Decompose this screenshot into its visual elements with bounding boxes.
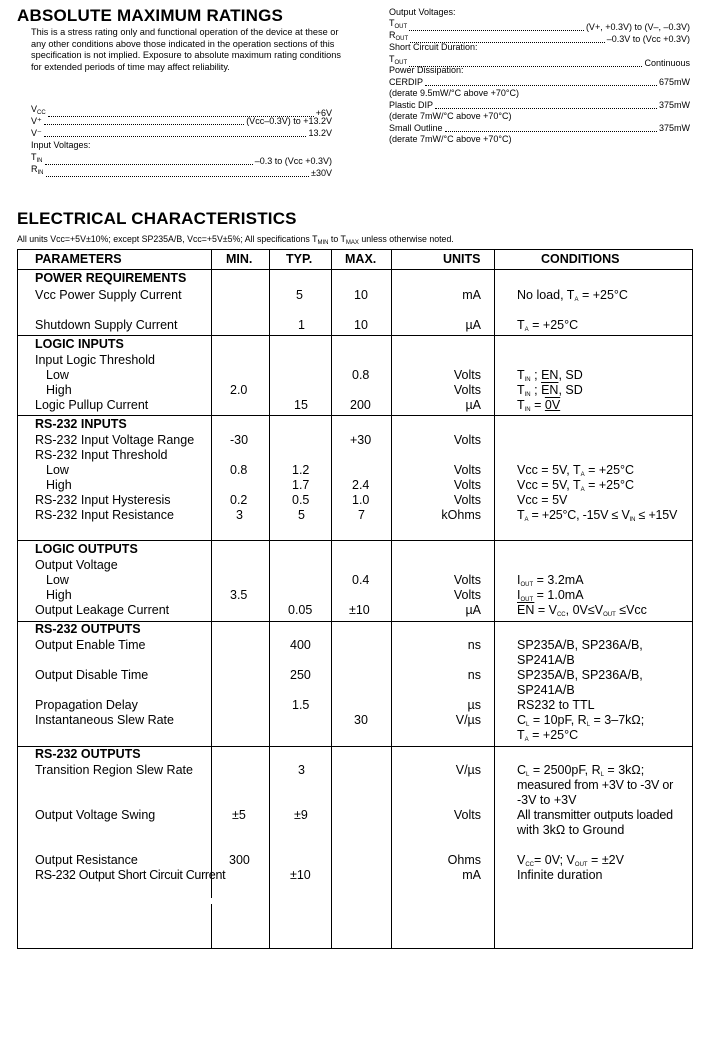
value-units: Volts <box>453 463 481 477</box>
rating-pdip: Plastic DIP 375mW <box>389 100 690 110</box>
param-label: Low <box>46 463 69 477</box>
power-dissipation-label: Power Dissipation: <box>389 65 464 75</box>
value-cond: SP241A/B <box>517 683 575 697</box>
value-cond: $T_{IN} = 0V$ <box>517 398 561 413</box>
value-cond: Vcc = 5V, $T_A = +25^\circ C$ <box>517 463 635 478</box>
input-voltages-label: Input Voltages: <box>31 140 91 150</box>
param-label: High <box>46 478 72 492</box>
value-units: Volts <box>453 588 481 602</box>
value-cond: measured from +3V to -3V or <box>517 778 674 792</box>
short-circuit-label: Short Circuit Duration: <box>389 42 478 52</box>
param-label: Output Voltage Swing <box>35 808 156 822</box>
value-cond: $C_L = 2500pF$, $R_L = 3k\Omega$; <box>517 763 645 778</box>
param-label: Low <box>46 368 69 382</box>
value-cond: -3V to +3V <box>517 793 577 807</box>
value-units: Volts <box>453 433 481 447</box>
value-cond: $T_A = +25^\circ C$ <box>517 318 579 333</box>
elec-conditions: All units Vcc=+5V±10%; except SP235A/B, Vcc=+5V±5%; All specifications $T_{MIN}$ to $T_{MAX}$ unless otherwise noted. <box>17 234 454 246</box>
row-divider <box>18 415 692 416</box>
so-derate: (derate 7mW/°C above +70°C) <box>389 134 512 144</box>
col-divider <box>391 250 392 948</box>
value-max: 10 <box>354 318 368 332</box>
section-power: POWER REQUIREMENTS <box>35 271 187 285</box>
value-cond: SP241A/B <box>517 653 575 667</box>
value-cond: RS232 to TTL <box>517 698 595 712</box>
section-logic-outputs: LOGIC OUTPUTS <box>35 542 138 556</box>
output-voltages-label: Output Voltages: <box>389 7 456 17</box>
param-label: Shutdown Supply Current <box>35 318 178 332</box>
rating-vplus: V⁺ (Vcc–0.3V) to +13.2V <box>31 116 332 126</box>
value-units: µA <box>465 398 481 412</box>
row-divider <box>18 335 692 336</box>
value-typ: 1.5 <box>292 698 310 712</box>
value-min: 0.2 <box>230 493 248 507</box>
value-cond: $I_{OUT} = 1.0mA$ <box>517 588 584 603</box>
param-label: High <box>46 383 72 397</box>
rating-rout: $R_{OUT}$ –0.3V to (Vcc +0.3V) <box>389 30 690 44</box>
electrical-table <box>17 249 693 949</box>
param-label: RS-232 Output Short Circuit Current <box>35 868 226 882</box>
pdip-derate: (derate 7mW/°C above +70°C) <box>389 111 512 121</box>
value-max: 10 <box>354 288 368 302</box>
param-label: Output Disable Time <box>35 668 149 682</box>
row-divider <box>18 540 692 541</box>
value-units: Volts <box>453 383 481 397</box>
value-units: Volts <box>453 808 481 822</box>
value-max: ±10 <box>349 603 370 617</box>
value-max: 200 <box>350 398 371 412</box>
param-label: RS-232 Input Voltage Range <box>35 433 195 447</box>
value-cond: $C_L = 10pF$, $R_L = 3-7k\Omega$; <box>517 713 645 728</box>
value-cond: $I_{OUT} = 3.2mA$ <box>517 573 584 588</box>
value-cond: $T_{IN}$ ; $\overline{EN}$, SD <box>517 383 583 398</box>
param-label: Transition Region Slew Rate <box>35 763 193 777</box>
value-units: Volts <box>453 478 481 492</box>
value-units: ns <box>467 638 481 652</box>
abs-max-title: ABSOLUTE MAXIMUM RATINGS <box>17 6 284 25</box>
value-units: kOhms <box>441 508 481 522</box>
value-typ: 5 <box>298 508 305 522</box>
section-rs232-inputs: RS-232 INPUTS <box>35 417 127 431</box>
col-divider <box>331 250 332 948</box>
param-label: Propagation Delay <box>35 698 138 712</box>
elec-title: ELECTRICAL CHARACTERISTICS <box>17 209 297 228</box>
param-label: RS-232 Input Threshold <box>35 448 168 462</box>
param-label: Output Resistance <box>35 853 138 867</box>
value-typ: 1.2 <box>292 463 310 477</box>
value-min: ±5 <box>232 808 246 822</box>
value-typ: 0.05 <box>288 603 313 617</box>
value-min: 2.0 <box>230 383 248 397</box>
rating-tout: $T_{OUT}$ (V+, +0.3V) to (V–, –0.3V) <box>389 18 690 32</box>
value-typ: ±10 <box>290 868 311 882</box>
value-cond: SP235A/B, SP236A/B, <box>517 638 643 652</box>
header-parameters: PARAMETERS <box>35 252 122 266</box>
value-cond: Vcc = 5V <box>517 493 568 507</box>
value-units: Volts <box>453 493 481 507</box>
value-typ: ±9 <box>294 808 308 822</box>
col-divider <box>269 250 270 948</box>
param-label: RS-232 Input Resistance <box>35 508 174 522</box>
value-cond: No load, $T_A = +25^\circ C$ <box>517 288 628 303</box>
value-min: 0.8 <box>230 463 248 477</box>
value-max: 30 <box>354 713 368 727</box>
param-label: Output Voltage <box>35 558 118 572</box>
value-cond: Infinite duration <box>517 868 603 882</box>
value-units: ns <box>467 668 481 682</box>
value-units: V/µs <box>455 763 481 777</box>
value-units: Volts <box>453 368 481 382</box>
value-cond: $V_{CC}= 0V$; $V_{OUT} = \pm 2V$ <box>517 853 624 868</box>
rating-vminus: V⁻ 13.2V <box>31 128 332 138</box>
value-typ: 0.5 <box>292 493 310 507</box>
value-typ: 1.7 <box>292 478 310 492</box>
value-min: 3.5 <box>230 588 248 602</box>
value-max: 0.8 <box>352 368 370 382</box>
value-min: 3 <box>236 508 243 522</box>
abs-max-note: This is a stress rating only and functional operation of the device at these or any other conditions above those indicated in the operation sections of this specification is not implied. Exposure to absolute maximum rating conditions for extended periods of time may affect reliability. <box>31 27 341 72</box>
value-max: 0.4 <box>352 573 370 587</box>
section-logic-inputs: LOGIC INPUTS <box>35 337 124 351</box>
header-typ: TYP. <box>286 252 313 266</box>
param-label: Logic Pullup Current <box>35 398 149 412</box>
value-max: 2.4 <box>352 478 370 492</box>
rating-cerdip: CERDIP 675mW <box>389 77 690 87</box>
value-min: -30 <box>230 433 249 447</box>
value-units: µA <box>465 603 481 617</box>
col-divider <box>494 250 495 948</box>
param-label: Low <box>46 573 69 587</box>
value-units: V/µs <box>455 713 481 727</box>
param-label: Instantaneous Slew Rate <box>35 713 174 727</box>
param-label: Input Logic Threshold <box>35 353 155 367</box>
value-max: 1.0 <box>352 493 370 507</box>
col-divider <box>211 250 212 898</box>
value-units: Ohms <box>447 853 481 867</box>
rating-tout-duration: $T_{OUT}$ Continuous <box>389 54 690 68</box>
value-typ: 3 <box>298 763 305 777</box>
value-cond: SP235A/B, SP236A/B, <box>517 668 643 682</box>
value-typ: 250 <box>290 668 311 682</box>
value-typ: 400 <box>290 638 311 652</box>
value-units: mA <box>462 868 481 882</box>
cerdip-derate: (derate 9.5mW/°C above +70°C) <box>389 88 520 98</box>
value-min: 300 <box>229 853 250 867</box>
param-label: RS-232 Input Hysteresis <box>35 493 171 507</box>
value-max: 7 <box>358 508 365 522</box>
value-cond: $T_{IN}$ ; EN, SD <box>517 368 583 383</box>
rating-rin: $R_{IN}$ ±30V <box>31 164 332 178</box>
value-max: +30 <box>350 433 372 447</box>
row-divider <box>18 269 692 270</box>
value-typ: 1 <box>298 318 305 332</box>
rating-tin: $T_{IN}$ –0.3 to (Vcc +0.3V) <box>31 152 332 166</box>
param-label: Output Enable Time <box>35 638 146 652</box>
value-typ: 5 <box>296 288 303 302</box>
header-conditions: CONDITIONS <box>541 252 620 266</box>
col-divider <box>211 904 212 948</box>
value-cond: Vcc = 5V, $T_A = +25^\circ C$ <box>517 478 635 493</box>
section-rs232-outputs-2: RS-232 OUTPUTS <box>35 747 141 761</box>
param-label: High <box>46 588 72 602</box>
value-cond: All transmitter outputs loaded <box>517 808 673 822</box>
value-cond: $\overline{EN} = V_{CC}$, $0V\le V_{OUT} \le Vcc$ <box>517 603 647 618</box>
header-min: MIN. <box>226 252 253 266</box>
header-units: UNITS <box>443 252 481 266</box>
value-cond: $T_A = +25^\circ C$, $-15V \le V_{IN} \le +15V$ <box>517 508 678 523</box>
value-units: µs <box>467 698 481 712</box>
section-rs232-outputs: RS-232 OUTPUTS <box>35 622 141 636</box>
value-units: mA <box>462 288 481 302</box>
rating-so: Small Outline 375mW <box>389 123 690 133</box>
value-units: µA <box>465 318 481 332</box>
value-cond: with 3kΩ to Ground <box>517 823 625 837</box>
value-cond: $T_A = +25^\circ C$ <box>517 728 579 743</box>
value-units: Volts <box>453 573 481 587</box>
header-max: MAX. <box>345 252 377 266</box>
value-typ: 15 <box>294 398 308 412</box>
rating-vcc: $V_{CC}$ +6V <box>31 104 332 118</box>
param-label: Vcc Power Supply Current <box>35 288 182 302</box>
param-label: Output Leakage Current <box>35 603 170 617</box>
